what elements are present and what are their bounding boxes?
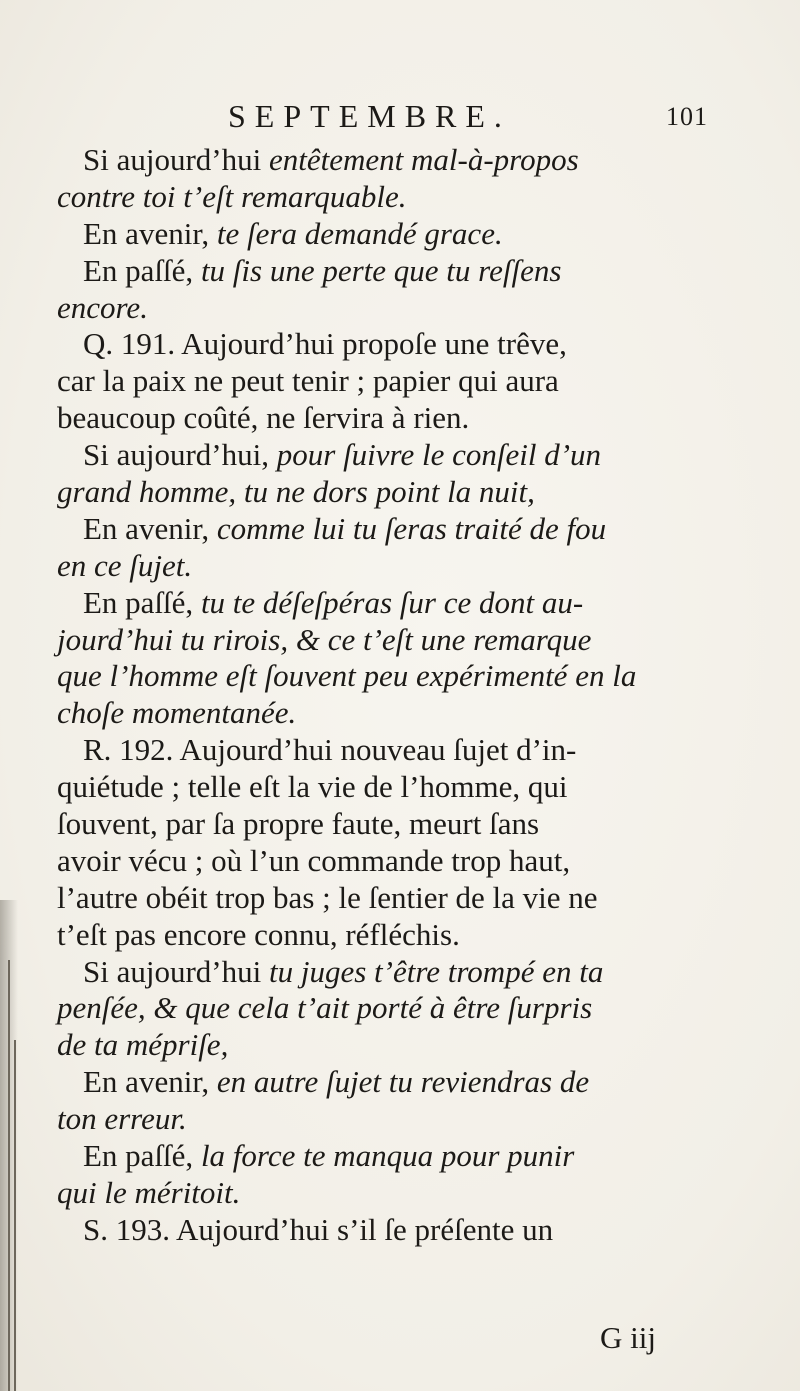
text-segment: S. 193. Aujourd’hui s’il ſe préſente un bbox=[83, 1211, 554, 1247]
italic-text-segment: que l’homme eſt ſouvent peu expérimenté en la bbox=[57, 658, 637, 694]
text-line bbox=[57, 511, 707, 548]
italic-text-segment: en autre ſujet tu reviendras de bbox=[216, 1064, 590, 1100]
italic-text-segment: te ſera demandé grace. bbox=[216, 215, 503, 251]
text-segment: En avenir, bbox=[83, 215, 217, 251]
italic-text-segment: qui le méritoit. bbox=[57, 1174, 241, 1210]
text-line bbox=[57, 216, 707, 253]
text-line bbox=[57, 806, 707, 843]
text-line bbox=[57, 1175, 707, 1212]
text-line bbox=[57, 253, 707, 290]
text-line bbox=[57, 326, 707, 363]
text-line bbox=[57, 1064, 707, 1101]
text-line bbox=[57, 548, 707, 585]
text-segment: En paſſé, bbox=[83, 252, 201, 288]
italic-text-segment: de ta mépriſe, bbox=[57, 1027, 229, 1063]
text-line bbox=[57, 1138, 707, 1175]
text-line bbox=[57, 917, 707, 954]
text-segment: Q. 191. Aujourd’hui propoſe une trêve, bbox=[83, 326, 567, 362]
text-line bbox=[57, 990, 707, 1027]
text-segment: En paſſé, bbox=[83, 1138, 201, 1174]
page-number: 101 bbox=[666, 102, 708, 131]
italic-text-segment: en ce ſujet. bbox=[57, 547, 193, 583]
text-segment: beaucoup coûté, ne ſervira à rien. bbox=[57, 400, 470, 436]
text-line bbox=[57, 179, 707, 216]
italic-text-segment: tu juges t’être trompé en ta bbox=[269, 953, 604, 989]
italic-text-segment: choſe momentanée. bbox=[57, 695, 297, 731]
header-month: SEPTEMBRE. bbox=[228, 98, 511, 134]
italic-text-segment: comme lui tu ſeras traité de fou bbox=[216, 510, 607, 546]
text-line bbox=[57, 1027, 707, 1064]
text-segment: l’autre obéit trop bas ; le ſentier de la vie ne bbox=[57, 879, 598, 915]
italic-text-segment: tu te déſeſpéras ſur ce dont au- bbox=[200, 584, 584, 620]
text-segment: Si aujourd’hui bbox=[83, 953, 269, 989]
text-segment: avoir vécu ; où l’un commande trop haut, bbox=[57, 842, 571, 878]
page-edge-line bbox=[14, 1040, 16, 1391]
text-line bbox=[57, 622, 707, 659]
italic-text-segment: tu ſis une perte que tu reſſens bbox=[200, 252, 562, 288]
text-segment: En paſſé, bbox=[83, 584, 201, 620]
text-segment: En avenir, bbox=[83, 510, 217, 546]
page-edge-line bbox=[8, 960, 10, 1391]
italic-text-segment: entêtement mal-à-propos bbox=[269, 142, 579, 177]
italic-text-segment: jourd’hui tu rirois, & ce t’eſt une remarque bbox=[57, 621, 592, 657]
text-segment: En avenir, bbox=[83, 1064, 217, 1100]
text-segment: ſouvent, par ſa propre faute, meurt ſans bbox=[57, 806, 540, 842]
text-line bbox=[57, 843, 707, 880]
italic-text-segment: encore. bbox=[57, 289, 148, 325]
italic-text-segment: ton erreur. bbox=[57, 1101, 187, 1137]
italic-text-segment: penſée, & que cela t’ait porté à être ſurpris bbox=[57, 990, 593, 1026]
text-line bbox=[57, 880, 707, 917]
italic-text-segment: pour ſuivre le conſeil d’un bbox=[276, 437, 602, 473]
text-line bbox=[57, 658, 707, 695]
text-line bbox=[57, 474, 707, 511]
italic-text-segment: contre toi t’eſt remarquable. bbox=[57, 178, 407, 214]
text-line bbox=[57, 1101, 707, 1138]
running-header bbox=[228, 98, 708, 138]
text-segment: quiétude ; telle eſt la vie de l’homme, qui bbox=[57, 769, 568, 805]
text-segment: Si aujourd’hui bbox=[83, 142, 269, 177]
text-line bbox=[57, 954, 707, 991]
text-line bbox=[57, 437, 707, 474]
text-segment: car la paix ne peut tenir ; papier qui aura bbox=[57, 363, 559, 399]
text-segment: R. 192. Aujourd’hui nouveau ſujet d’in- bbox=[83, 732, 577, 768]
text-line bbox=[57, 585, 707, 622]
text-line bbox=[57, 363, 707, 400]
italic-text-segment: la force te manqua pour punir bbox=[200, 1138, 575, 1174]
signature-mark: G iij bbox=[600, 1320, 656, 1355]
text-line bbox=[57, 400, 707, 437]
text-line bbox=[57, 1212, 707, 1249]
body-text bbox=[57, 142, 707, 1249]
text-line bbox=[57, 142, 707, 179]
text-line bbox=[57, 290, 707, 327]
text-segment: Si aujourd’hui, bbox=[83, 437, 277, 473]
text-line bbox=[57, 732, 707, 769]
text-line bbox=[57, 695, 707, 732]
text-segment: t’eſt pas encore connu, réfléchis. bbox=[57, 916, 460, 952]
italic-text-segment: grand homme, tu ne dors point la nuit, bbox=[57, 474, 535, 510]
text-line bbox=[57, 769, 707, 806]
